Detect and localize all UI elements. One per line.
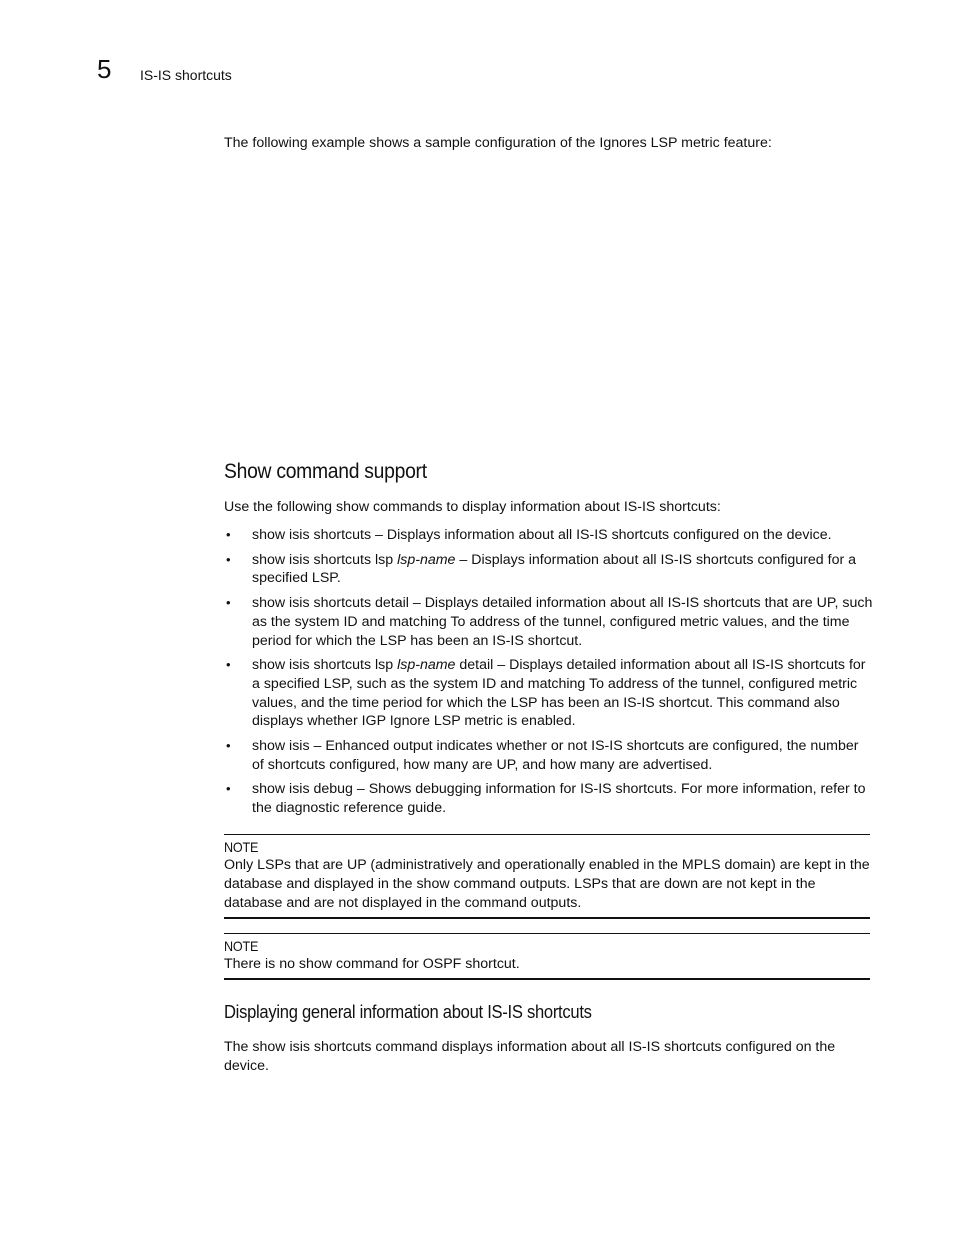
note-box-lsp (224, 834, 870, 919)
show-command-list (224, 526, 874, 824)
bullet-icon: • (226, 657, 231, 673)
list-item: • show isis shortcuts – Displays information about all IS-IS shortcuts configured on the device. (226, 527, 832, 543)
bullet-icon: • (226, 781, 231, 797)
bullet-icon: • (226, 738, 231, 754)
chapter-number: 5 (97, 54, 112, 84)
note-text: Only LSPs that are UP (administratively and operationally enabled in the MPLS domain) are kept in the database and displayed in the show command outputs. LSPs that are down are not kept in the database and are not displayed in the command outputs. (224, 857, 870, 911)
section-lead: Use the following show commands to display information about IS-IS shortcuts: (224, 499, 721, 515)
intro-paragraph: The following example shows a sample configuration of the Ignores LSP metric feature: (224, 135, 772, 151)
note-text: There is no show command for OSPF shortcut. (224, 956, 520, 972)
note-top-rule (224, 933, 870, 934)
section-heading: Show command support (224, 460, 427, 483)
note-top-rule (224, 834, 870, 835)
note-box-ospf (224, 933, 870, 980)
list-item: • show isis shortcuts lsp lsp-name – Displays information about all IS-IS shortcuts configured for a specified LSP. (226, 551, 857, 587)
subsection-heading: Displaying general information about IS-IS shortcuts (224, 1002, 592, 1022)
list-item: • show isis – Enhanced output indicates whether or not IS-IS shortcuts are configured, the number of shortcuts configured, how many are UP, and how many are advertised. (226, 738, 859, 773)
bullet-icon: • (226, 551, 231, 567)
bullet-icon: • (226, 595, 231, 611)
note-bottom-rule (224, 978, 870, 980)
running-head-title: IS-IS shortcuts (140, 67, 232, 83)
list-item: • show isis shortcuts detail – Displays detailed information about all IS-IS shortcuts that are UP, such as the system ID and matching To address of the tunnel, configured metric values, and the time period for which the LSP has been an IS-IS shortcut. (226, 595, 873, 649)
list-item: • show isis shortcuts lsp lsp-name detail – Displays detailed information about all IS-IS shortcuts for a specified LSP, such as the system ID and matching To address of the tunnel, configured metric values, and the time period for which the LSP has been an IS-IS shortcut. This command also displays whether IGP Ignore LSP metric is enabled. (226, 657, 866, 730)
list-item: • show isis debug – Shows debugging information for IS-IS shortcuts. For more information, refer to the diagnostic reference guide. (226, 781, 866, 817)
note-label: NOTE (224, 938, 259, 954)
note-bottom-rule (224, 917, 870, 919)
subsection-paragraph: The show isis shortcuts command displays information about all IS-IS shortcuts configured on the device. (224, 1039, 836, 1074)
note-label: NOTE (224, 839, 259, 855)
bullet-icon: • (226, 527, 231, 542)
